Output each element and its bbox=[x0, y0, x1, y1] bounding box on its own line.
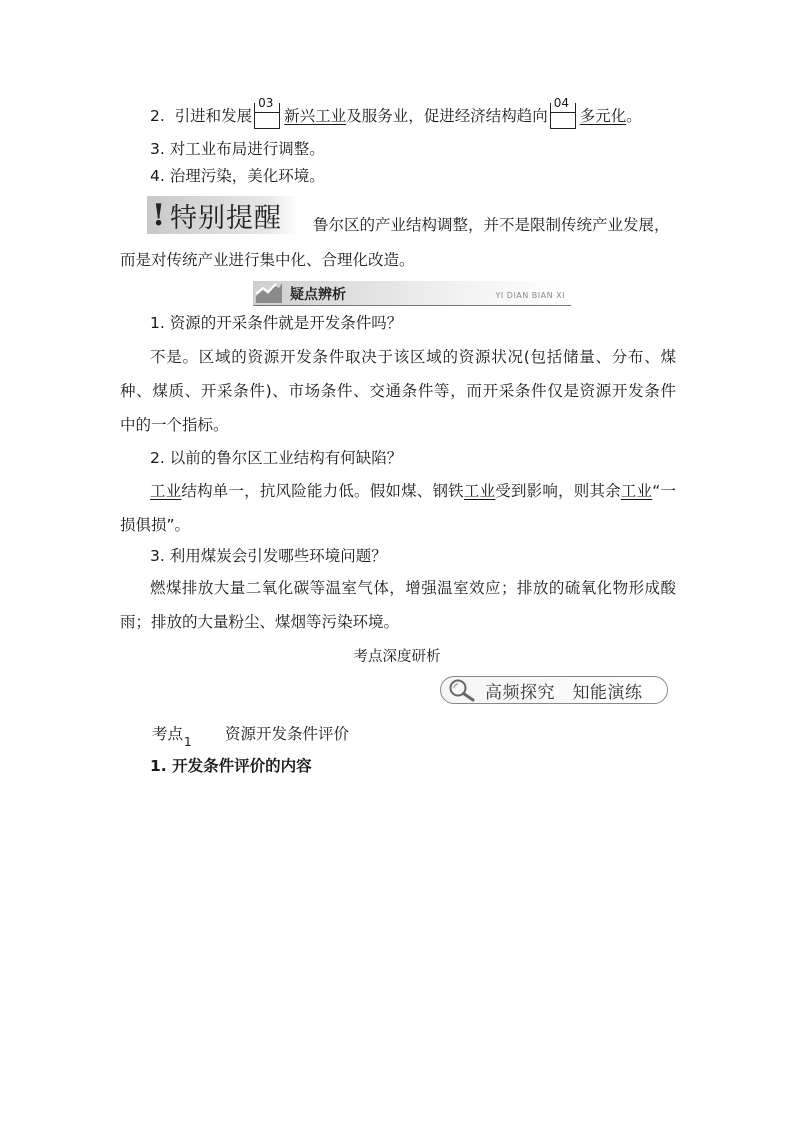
answer-1-line-3: 中的一个指标。 bbox=[120, 416, 229, 434]
kaodian-label: 考点$_1$ bbox=[152, 725, 192, 749]
answer-1-line-1: 不是。区域的资源开发条件取决于该区域的资源状况(包括储量、分布、煤 bbox=[150, 348, 676, 366]
answer-3-line-2: 雨；排放的大量粉尘、煤烟等污染环境。 bbox=[120, 613, 400, 631]
answer-blank-box: 04 bbox=[550, 103, 576, 129]
section-item-1: 1. 开发条件评价的内容 bbox=[150, 757, 312, 775]
section-banner bbox=[253, 281, 571, 306]
answer-2-line-1: 工业结构单一，抗风险能力低。假如煤、钢铁工业受到影响，则其余工业“一 bbox=[150, 482, 676, 500]
special-note-badge bbox=[147, 196, 299, 234]
trend-chart-icon bbox=[255, 282, 283, 304]
magnifier-icon bbox=[447, 678, 477, 702]
section-pill bbox=[440, 676, 668, 704]
exclamation-icon: ! bbox=[152, 197, 166, 233]
banner-subtitle: YI DIAN BIAN XI bbox=[495, 291, 565, 300]
question-3: 3. 利用煤炭会引发哪些环境问题？ bbox=[150, 547, 387, 565]
question-1: 1. 资源的开采条件就是开发条件吗？ bbox=[150, 314, 403, 332]
list-item-4: 4. 治理污染，美化环境。 bbox=[150, 167, 325, 185]
list-item-2: 2. 引进和发展 03 新兴工业及服务业，促进经济结构趋向 04 多元化。 bbox=[150, 103, 676, 129]
banner-label: 疑点辨析 bbox=[290, 287, 346, 303]
answer-1-line-2: 种、煤质、开采条件)、市场条件、交通条件等，而开采条件仅是资源开发条件 bbox=[120, 382, 676, 400]
kaodian-title: 资源开发条件评价 bbox=[225, 725, 350, 743]
special-note-line-1: 鲁尔区的产业结构调整，并不是限制传统产业发展， bbox=[313, 216, 670, 234]
answer-underline: 新兴工业 bbox=[284, 107, 347, 125]
answer-3-line-1: 燃煤排放大量二氧化碳等温室气体，增强温室效应；排放的硫氧化物形成酸 bbox=[150, 579, 676, 597]
special-note-line-2: 而是对传统产业进行集中化、合理化改造。 bbox=[120, 251, 415, 269]
question-2: 2. 以前的鲁尔区工业结构有何缺陷？ bbox=[150, 449, 403, 467]
kaodian-number: 1 bbox=[184, 735, 192, 749]
section-heading: 考点深度研析 bbox=[353, 649, 441, 665]
answer-underline: 多元化 bbox=[579, 107, 627, 125]
list-item-3: 3. 对工业布局进行调整。 bbox=[150, 140, 325, 158]
answer-blank-box: 03 bbox=[254, 103, 280, 129]
special-note-title: 特别提醒 bbox=[170, 202, 282, 234]
pill-label: 高频探究 知能演练 bbox=[485, 682, 643, 703]
answer-2-line-2: 损俱损”。 bbox=[120, 516, 191, 534]
